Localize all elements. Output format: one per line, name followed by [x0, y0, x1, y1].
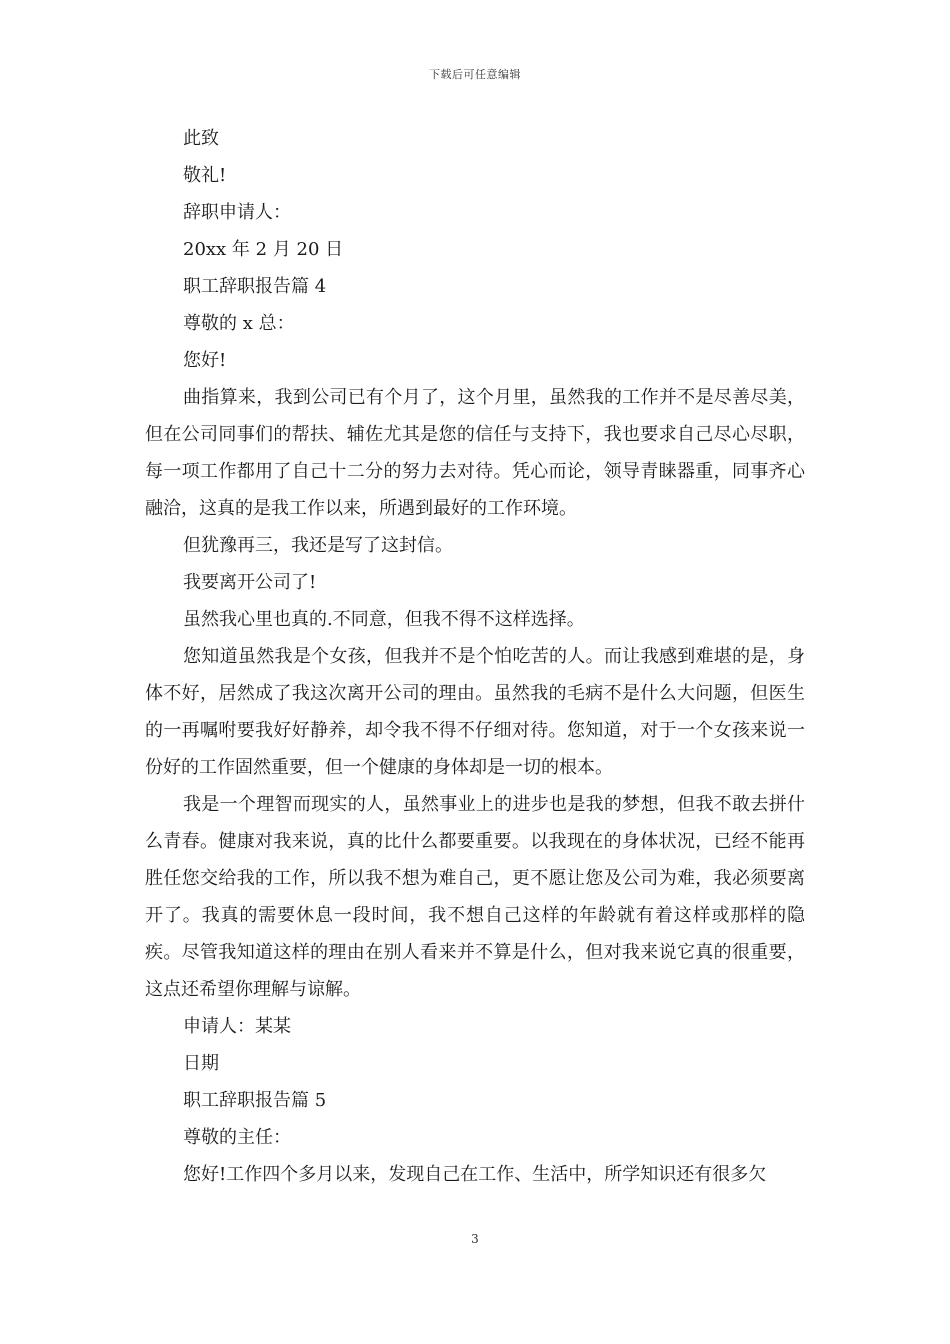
salutation-5: 尊敬的主任： [183, 1127, 291, 1148]
page-number: 3 [471, 1232, 479, 1246]
paragraph-5: 您知道虽然我是个女孩，但我并不是个怕吃苦的人。而让我感到难堪的是，身体不好，居然成了我这次离开公司的理由。虽然我的毛病不是什么大问题，但医生的一再嘱咐要我好好静养，却令我不得不仔细对待。您知道，对于一个女孩来说一份好的工作固然重要，但一个健康的身体却是一切的根本。 [145, 646, 805, 778]
closing-line-2: 敬礼! [183, 165, 227, 186]
page-header: 下载后可任意编辑 [429, 68, 521, 81]
section-title-4: 职工辞职报告篇 4 [183, 276, 327, 297]
applicant-line: 申请人：某某 [183, 1016, 291, 1037]
letter-date: 20xx 年 2 月 20 日 [183, 239, 344, 260]
paragraph-6: 我是一个理智而现实的人，虽然事业上的进步也是我的梦想，但我不敢去拼什么青春。健康对我来说，真的比什么都要重要。以我现在的身体状况，已经不能再胜任您交给我的工作，所以我不想为难自己，更不愿让您及公司为难，我必须要离开了。我真的需要休息一段时间，我不想自己这样的年龄就有着这样或那样的隐疾。尽管我知道这样的理由在别人看来并不算是什么，但对我来说它真的很重要，这点还希望你理解与谅解。 [145, 794, 805, 1000]
salutation-4: 尊敬的 x 总： [183, 313, 295, 334]
paragraph-2: 但犹豫再三，我还是写了这封信。 [183, 535, 453, 556]
greeting-4: 您好! [183, 350, 227, 371]
paragraph-4: 虽然我心里也真的.不同意，但我不得不这样选择。 [183, 609, 585, 630]
paragraph-3: 我要离开公司了! [183, 572, 317, 593]
document-body [145, 120, 805, 1193]
date-label: 日期 [183, 1053, 219, 1074]
paragraph-7: 您好!工作四个多月以来，发现自己在工作、生活中，所学知识还有很多欠 [183, 1164, 767, 1185]
signer-label: 辞职申请人： [183, 202, 291, 223]
paragraph-1: 曲指算来，我到公司已有个月了，这个月里，虽然我的工作并不是尽善尽美，但在公司同事们的帮扶、辅佐尤其是您的信任与支持下，我也要求自己尽心尽职，每一项工作都用了自己十二分的努力去对待。凭心而论，领导青睐器重，同事齐心融洽，这真的是我工作以来，所遇到最好的工作环境。 [145, 387, 805, 519]
closing-line-1: 此致 [183, 128, 219, 149]
section-title-5: 职工辞职报告篇 5 [183, 1090, 327, 1111]
